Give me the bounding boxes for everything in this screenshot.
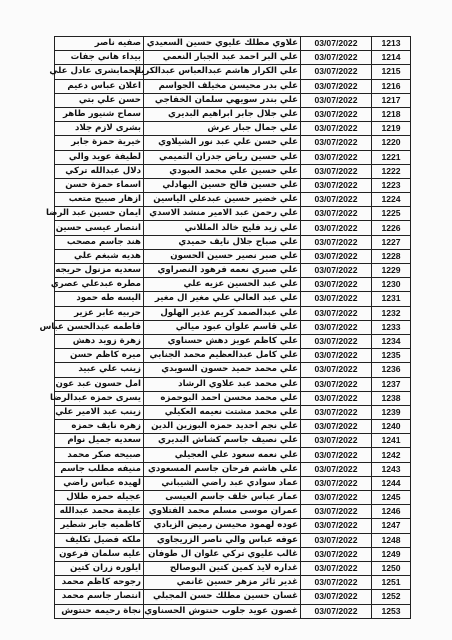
serial-number-cell: 1235 bbox=[372, 349, 411, 363]
date-cell: 03/07/2022 bbox=[301, 349, 372, 363]
mother-name-cell: عليه سلمان فرعون bbox=[55, 547, 144, 561]
mother-name-cell: دلال عبدالله تركي bbox=[55, 164, 144, 178]
mother-name-cell: ميره كاظم حسن bbox=[55, 349, 144, 363]
full-name-cell: علي خضير حسين عبدعلي الياسين bbox=[144, 193, 301, 207]
date-cell: 03/07/2022 bbox=[301, 292, 372, 306]
date-cell: 03/07/2022 bbox=[301, 193, 372, 207]
date-cell: 03/07/2022 bbox=[301, 221, 372, 235]
date-cell: 03/07/2022 bbox=[301, 519, 372, 533]
full-name-cell: علي زيد فليح خالد المللاني bbox=[144, 221, 301, 235]
mother-name-cell: خيرية حمزة جابر bbox=[55, 136, 144, 150]
serial-number-cell: 1239 bbox=[372, 405, 411, 419]
table-row bbox=[55, 505, 411, 519]
serial-number-cell: 1248 bbox=[372, 533, 411, 547]
date-cell: 03/07/2022 bbox=[301, 391, 372, 405]
mother-name-cell: هديه شبغم علي bbox=[55, 249, 144, 263]
serial-number-cell: 1252 bbox=[372, 590, 411, 604]
serial-number-cell: 1227 bbox=[372, 235, 411, 249]
serial-number-cell: 1246 bbox=[372, 505, 411, 519]
table-row bbox=[55, 462, 411, 476]
full-name-cell: علي نعمه سعود علي العجيلي bbox=[144, 448, 301, 462]
mother-name-cell: زهرة زويد دهش bbox=[55, 334, 144, 348]
full-name-cell: علي عبد العالي علي مغير ال مغير bbox=[144, 292, 301, 306]
mother-name-cell: لهيده عباس راضي bbox=[55, 476, 144, 490]
table-row bbox=[55, 420, 411, 434]
date-cell: 03/07/2022 bbox=[301, 505, 372, 519]
mother-name-cell: زينب عبد الامير علي bbox=[55, 405, 144, 419]
full-name-cell: علي محمد محسن احمد البوحمزه bbox=[144, 391, 301, 405]
serial-number-cell: 1222 bbox=[372, 164, 411, 178]
table-row bbox=[55, 193, 411, 207]
serial-number-cell: 1219 bbox=[372, 122, 411, 136]
full-name-cell: علي الكرار هاشم عبدالعباس عبدالكريم bbox=[144, 65, 301, 79]
table-row bbox=[55, 363, 411, 377]
date-cell: 03/07/2022 bbox=[301, 491, 372, 505]
full-name-cell: علي حسين علي محمد العبودي bbox=[144, 164, 301, 178]
mother-name-cell: انتصار جاسم محمد bbox=[55, 590, 144, 604]
full-name-cell: علي حسن علي عبد نور الشيلاوي bbox=[144, 136, 301, 150]
mother-name-cell: ايمان حسين عبد الرضا bbox=[55, 207, 144, 221]
serial-number-cell: 1231 bbox=[372, 292, 411, 306]
table-row bbox=[55, 164, 411, 178]
serial-number-cell: 1228 bbox=[372, 249, 411, 263]
date-cell: 03/07/2022 bbox=[301, 590, 372, 604]
date-cell: 03/07/2022 bbox=[301, 164, 372, 178]
date-cell: 03/07/2022 bbox=[301, 37, 372, 51]
date-cell: 03/07/2022 bbox=[301, 462, 372, 476]
mother-name-cell: عليمة محمد عبدالله bbox=[55, 505, 144, 519]
full-name-cell: علي عبدالصمد كريم عذير الهلول bbox=[144, 306, 301, 320]
date-cell: 03/07/2022 bbox=[301, 604, 372, 618]
full-name-cell: غداره لايذ كمين كتين البوصالح bbox=[144, 561, 301, 575]
date-cell: 03/07/2022 bbox=[301, 576, 372, 590]
serial-number-cell: 1220 bbox=[372, 136, 411, 150]
table-row bbox=[55, 434, 411, 448]
mother-name-cell: الحمابشرى عادل علي bbox=[55, 65, 144, 79]
date-cell: 03/07/2022 bbox=[301, 235, 372, 249]
date-cell: 03/07/2022 bbox=[301, 278, 372, 292]
table-row bbox=[55, 235, 411, 249]
table-row bbox=[55, 221, 411, 235]
table-row bbox=[55, 590, 411, 604]
date-cell: 03/07/2022 bbox=[301, 249, 372, 263]
serial-number-cell: 1250 bbox=[372, 561, 411, 575]
full-name-cell: غسان حسين مطلك حسن المجبلي bbox=[144, 590, 301, 604]
full-name-cell: علي قاسم علوان عبود ميالي bbox=[144, 320, 301, 334]
mother-name-cell: رجوحه كاظم محمد bbox=[55, 576, 144, 590]
mother-name-cell: اليسه طه حمود bbox=[55, 292, 144, 306]
date-cell: 03/07/2022 bbox=[301, 377, 372, 391]
date-cell: 03/07/2022 bbox=[301, 107, 372, 121]
table-row bbox=[55, 122, 411, 136]
mother-name-cell: بيداء هاني جفات bbox=[55, 51, 144, 65]
full-name-cell: عمار عباس خلف جاسم العيسى bbox=[144, 491, 301, 505]
mother-name-cell: ازهار صبيح متعب bbox=[55, 193, 144, 207]
mother-name-cell: يسرى حمزه عبدالرضا bbox=[55, 391, 144, 405]
table-row bbox=[55, 278, 411, 292]
date-cell: 03/07/2022 bbox=[301, 561, 372, 575]
table-row bbox=[55, 547, 411, 561]
date-cell: 03/07/2022 bbox=[301, 334, 372, 348]
full-name-cell: عماد سوادي عبد راضي الشيباني bbox=[144, 476, 301, 490]
roster-body bbox=[39, 37, 411, 619]
mother-name-cell: ايلوره زران كتين bbox=[55, 561, 144, 575]
table-row bbox=[55, 576, 411, 590]
mother-name-cell: صبيحه صكر محمد bbox=[55, 448, 144, 462]
full-name-cell: عوفه عباس والي ناصر الزريجاوي bbox=[144, 533, 301, 547]
table-row bbox=[55, 561, 411, 575]
serial-number-cell: 1234 bbox=[372, 334, 411, 348]
date-cell: 03/07/2022 bbox=[301, 547, 372, 561]
serial-number-cell: 1225 bbox=[372, 207, 411, 221]
mother-name-cell: سعديه جميل نوام bbox=[55, 434, 144, 448]
serial-number-cell: 1233 bbox=[372, 320, 411, 334]
table-row bbox=[55, 448, 411, 462]
table-row bbox=[55, 107, 411, 121]
full-name-cell: علي بدر محيسن مخيلف الجواسم bbox=[144, 79, 301, 93]
serial-number-cell: 1238 bbox=[372, 391, 411, 405]
full-name-cell: علي بندر سويهي سلمان الخفاجي bbox=[144, 93, 301, 107]
full-name-cell: علي كامل عبدالعظيم محمد الجنابي bbox=[144, 349, 301, 363]
date-cell: 03/07/2022 bbox=[301, 533, 372, 547]
roster-table bbox=[39, 36, 411, 619]
date-cell: 03/07/2022 bbox=[301, 448, 372, 462]
serial-number-cell: 1221 bbox=[372, 150, 411, 164]
date-cell: 03/07/2022 bbox=[301, 65, 372, 79]
table-row bbox=[55, 264, 411, 278]
serial-number-cell: 1241 bbox=[372, 434, 411, 448]
serial-number-cell: 1226 bbox=[372, 221, 411, 235]
mother-name-cell: حربيه عابر عزير bbox=[55, 306, 144, 320]
date-cell: 03/07/2022 bbox=[301, 476, 372, 490]
full-name-cell: غصون عويد جلوب حنتوش الحسناوي bbox=[144, 604, 301, 618]
serial-number-cell: 1232 bbox=[372, 306, 411, 320]
serial-number-cell: 1236 bbox=[372, 363, 411, 377]
date-cell: 03/07/2022 bbox=[301, 363, 372, 377]
serial-number-cell: 1243 bbox=[372, 462, 411, 476]
table-row bbox=[55, 519, 411, 533]
mother-name-cell: صفيه ناصر bbox=[55, 37, 144, 51]
date-cell: 03/07/2022 bbox=[301, 122, 372, 136]
full-name-cell: علي محمد مشتت نعيمه العكيلي bbox=[144, 405, 301, 419]
serial-number-cell: 1217 bbox=[372, 93, 411, 107]
serial-number-cell: 1215 bbox=[372, 65, 411, 79]
date-cell: 03/07/2022 bbox=[301, 420, 372, 434]
full-name-cell: علي جلال جابر ابراهيم البديري bbox=[144, 107, 301, 121]
mother-name-cell: نجاة رحيمه حنتوش bbox=[55, 604, 144, 618]
full-name-cell: علي محمد عبد علاوي الرشاد bbox=[144, 377, 301, 391]
date-cell: 03/07/2022 bbox=[301, 79, 372, 93]
full-name-cell: غالب عليوي تركي علوان ال طوفان bbox=[144, 547, 301, 561]
table-row bbox=[55, 306, 411, 320]
date-cell: 03/07/2022 bbox=[301, 320, 372, 334]
mother-name-cell: هند جاسم مصحب bbox=[55, 235, 144, 249]
date-cell: 03/07/2022 bbox=[301, 306, 372, 320]
mother-name-cell: اسماء حمزة حسن bbox=[55, 178, 144, 192]
full-name-cell: غدير ثائر مزهر حسين غانمي bbox=[144, 576, 301, 590]
mother-name-cell: فاطمه عبدالحسن عباس bbox=[55, 320, 144, 334]
table-row bbox=[55, 37, 411, 51]
table-row bbox=[55, 292, 411, 306]
table-row bbox=[55, 334, 411, 348]
date-cell: 03/07/2022 bbox=[301, 178, 372, 192]
date-cell: 03/07/2022 bbox=[301, 264, 372, 278]
full-name-cell: علي نجم احديد حمزه البوزين الدين bbox=[144, 420, 301, 434]
full-name-cell: عمران موسى مسلم محمد الفتلاوي bbox=[144, 505, 301, 519]
serial-number-cell: 1237 bbox=[372, 377, 411, 391]
serial-number-cell: 1251 bbox=[372, 576, 411, 590]
table-row bbox=[55, 405, 411, 419]
full-name-cell: علي محمد حميد حسون السويدي bbox=[144, 363, 301, 377]
full-name-cell: علي حسين رياض جدران التميمي bbox=[144, 150, 301, 164]
mother-name-cell: كاظميه جابر شطير bbox=[55, 519, 144, 533]
serial-number-cell: 1240 bbox=[372, 420, 411, 434]
table-row bbox=[55, 320, 411, 334]
mother-name-cell: عجيله حمزه طلال bbox=[55, 491, 144, 505]
serial-number-cell: 1244 bbox=[372, 476, 411, 490]
table-row bbox=[55, 79, 411, 93]
mother-name-cell: اعلان عباس دعيم bbox=[55, 79, 144, 93]
serial-number-cell: 1230 bbox=[372, 278, 411, 292]
serial-number-cell: 1229 bbox=[372, 264, 411, 278]
table-row bbox=[55, 136, 411, 150]
serial-number-cell: 1247 bbox=[372, 519, 411, 533]
table-row bbox=[55, 604, 411, 618]
full-name-cell: علي حسين فالح حسين البهادلي bbox=[144, 178, 301, 192]
mother-name-cell: مطره عبدعلي عصري bbox=[55, 278, 144, 292]
mother-name-cell: انتصار عيسى حسين bbox=[55, 221, 144, 235]
serial-number-cell: 1249 bbox=[372, 547, 411, 561]
full-name-cell: علي صبري نعمه فرهود النصراوي bbox=[144, 264, 301, 278]
serial-number-cell: 1216 bbox=[372, 79, 411, 93]
mother-name-cell: ملكه فضيل تكليف bbox=[55, 533, 144, 547]
mother-name-cell: سماح شنيور طاهر bbox=[55, 107, 144, 121]
date-cell: 03/07/2022 bbox=[301, 207, 372, 221]
serial-number-cell: 1224 bbox=[372, 193, 411, 207]
table-row bbox=[55, 51, 411, 65]
full-name-cell: علي عبد الحسين عزيه علي bbox=[144, 278, 301, 292]
mother-name-cell: زهره نايف حمزه bbox=[55, 420, 144, 434]
table-row bbox=[55, 93, 411, 107]
serial-number-cell: 1214 bbox=[372, 51, 411, 65]
full-name-cell: علي البر احمد عبد الجبار النعمي bbox=[144, 51, 301, 65]
mother-name-cell: سعديه مزنول حريجه bbox=[55, 264, 144, 278]
full-name-cell: علي صباح جلال نايف حميدي bbox=[144, 235, 301, 249]
serial-number-cell: 1218 bbox=[372, 107, 411, 121]
mother-name-cell: منيفه مطلب جاسم bbox=[55, 462, 144, 476]
date-cell: 03/07/2022 bbox=[301, 434, 372, 448]
table-row bbox=[55, 491, 411, 505]
mother-name-cell: امل حسون عبد عون bbox=[55, 377, 144, 391]
serial-number-cell: 1242 bbox=[372, 448, 411, 462]
table-row bbox=[55, 178, 411, 192]
date-cell: 03/07/2022 bbox=[301, 93, 372, 107]
mother-name-cell: زينب علي عبيد bbox=[55, 363, 144, 377]
date-cell: 03/07/2022 bbox=[301, 405, 372, 419]
mother-name-cell: حسن علي بتي bbox=[55, 93, 144, 107]
full-name-cell: علي صبر نصير حسين الحسون bbox=[144, 249, 301, 263]
serial-number-cell: 1245 bbox=[372, 491, 411, 505]
date-cell: 03/07/2022 bbox=[301, 136, 372, 150]
full-name-cell: علي جمال جبار عرش bbox=[144, 122, 301, 136]
mother-name-cell: بشرى لازم جلاد bbox=[55, 122, 144, 136]
serial-number-cell: 1253 bbox=[372, 604, 411, 618]
table-row bbox=[55, 349, 411, 363]
full-name-cell: علي كاظم عويز دهش حسناوي bbox=[144, 334, 301, 348]
table-row bbox=[55, 533, 411, 547]
table-row bbox=[55, 391, 411, 405]
table-row bbox=[55, 249, 411, 263]
table-row bbox=[55, 150, 411, 164]
full-name-cell: علاوي مطلك عليوي حسين السعيدي bbox=[144, 37, 301, 51]
full-name-cell: علي نصيف جاسم كشاش البديري bbox=[144, 434, 301, 448]
full-name-cell: عوده لهمود محيسن رميض الزيادي bbox=[144, 519, 301, 533]
date-cell: 03/07/2022 bbox=[301, 150, 372, 164]
full-name-cell: علي رحمن عبد الامير منشد الاسدي bbox=[144, 207, 301, 221]
table-row bbox=[55, 207, 411, 221]
table-row bbox=[55, 476, 411, 490]
date-cell: 03/07/2022 bbox=[301, 51, 372, 65]
full-name-cell: علي هاشم فرحان جاسم المسعودي bbox=[144, 462, 301, 476]
mother-name-cell: لطيفة عويد والي bbox=[55, 150, 144, 164]
table-row bbox=[55, 377, 411, 391]
serial-number-cell: 1223 bbox=[372, 178, 411, 192]
table-row bbox=[55, 65, 411, 79]
serial-number-cell: 1213 bbox=[372, 37, 411, 51]
